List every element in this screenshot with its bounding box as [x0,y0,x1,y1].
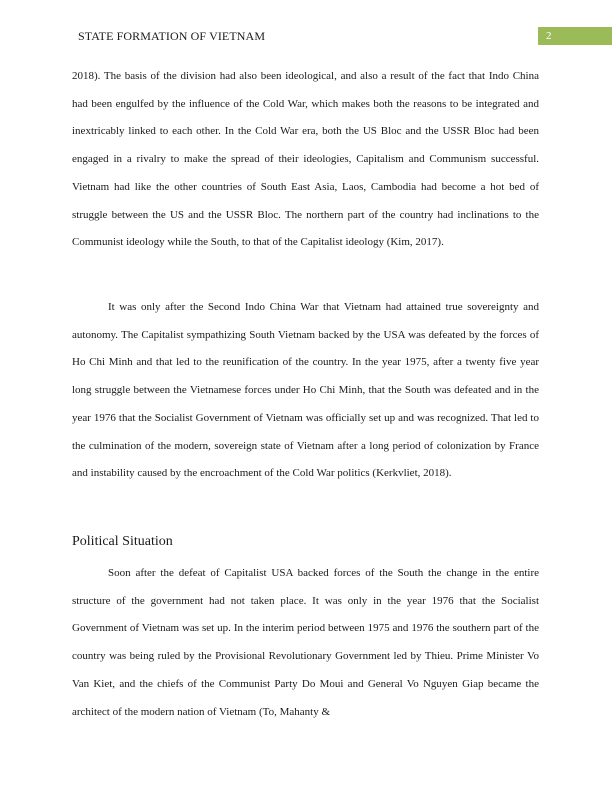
section-heading: Political Situation [72,534,173,549]
running-head: STATE FORMATION OF VIETNAM [78,29,266,43]
body-paragraph-2: It was only after the Second Indo China War that Vietnam had attained true sovereignty and autonomy. The Capitalist sympathizing South Vietnam backed by the USA was defeated by the forces of Ho Chi Minh and that led to the reunification of the country. In the year 1975, after a twenty five year long struggle between the Vietnamese forces under Ho Chi Minh, that the South was defeated and in the year 1976 that the Socialist Government of Vietnam was officially set up and was recognized. That led to the culmination of the modern, sovereign state of Vietnam after a long period of colonization by France and instability caused by the encroachment of the Cold War politics (Kerkvliet, 2018). [72,301,539,480]
page-number-badge: 2 [538,27,612,45]
body-paragraph-1: 2018). The basis of the division had also been ideological, and also a result of the fact that Indo China had been engulfed by the influence of the Cold War, which makes both the reasons to be integrated and inextricably linked to each other. In the Cold War era, both the US Bloc and the USSR Bloc had been engaged in a rivalry to make the spread of their ideologies, Capitalism and Communism successful. Vietnam had like the other countries of South East Asia, Laos, Cambodia had become a hot bed of struggle between the US and the USSR Bloc. The northern part of the country had inclinations to the Communist ideology while the South, to that of the Capitalist ideology (Kim, 2017). [72,70,539,249]
body-paragraph-3: Soon after the defeat of Capitalist USA backed forces of the South the change in the entire structure of the government had not taken place. It was only in the year 1976 that the Socialist Government of Vietnam was set up. In the interim period between 1975 and 1976 the southern part of the country was being ruled by the Provisional Revolutionary Government led by Thieu. Prime Minister Vo Van Kiet, and the chiefs of the Communist Party Do Moui and General Vo Nguyen Giap became the architect of the modern nation of Vietnam (To, Mahanty & [72,567,539,718]
